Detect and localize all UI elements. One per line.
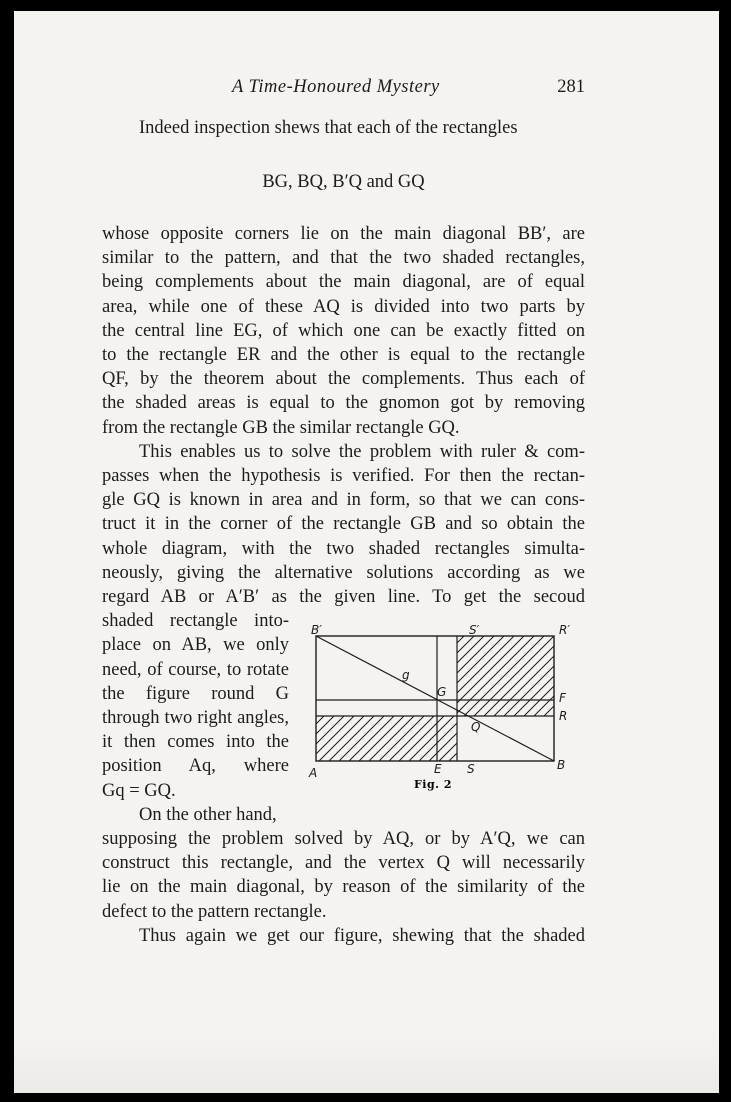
label-S: S — [467, 762, 475, 776]
label-S-prime: S′ — [469, 623, 480, 637]
text-line: Gq = GQ. — [102, 781, 176, 801]
label-G: G — [437, 685, 447, 699]
label-E: E — [434, 762, 442, 776]
label-Q: Q — [471, 720, 481, 734]
text-line: lie on the main diagonal, by reason of the similarity of the — [102, 877, 585, 897]
text-line: regard AB or A′B′ as the given line. To get the secoud — [102, 587, 585, 607]
label-g: g — [402, 668, 410, 682]
text-line: the shaded areas is equal to the gnomon got by removing — [102, 393, 585, 413]
shaded-rectangle-upper — [457, 636, 554, 716]
text-line: shaded rectangle into- — [102, 611, 289, 631]
label-R-prime: R′ — [559, 623, 571, 637]
label-A: A — [309, 766, 318, 780]
text-line: Indeed inspection shews that each of the rectangles — [139, 118, 518, 138]
book-page — [14, 11, 719, 1093]
text-line: Thus again we get our figure, shewing that the shaded — [139, 926, 585, 946]
text-line: from the rectangle GB the similar rectangle GQ. — [102, 418, 460, 438]
page-number: 281 — [557, 77, 585, 97]
text-line: the central line EG, of which one can be exactly fitted on — [102, 321, 585, 341]
text-line: construct this rectangle, and the vertex Q will necessarily — [102, 853, 585, 873]
shaded-rectangle-lower — [316, 716, 457, 761]
running-title: A Time-Honoured Mystery — [232, 77, 440, 97]
label-F: F — [559, 691, 566, 705]
text-line: gle GQ is known in area and in form, so that we can cons- — [102, 490, 585, 510]
label-R: R — [559, 709, 568, 723]
page-shadow — [14, 1031, 719, 1093]
text-line: need, of course, to rotate — [102, 660, 289, 680]
figure-caption: Fig. 2 — [414, 778, 452, 791]
text-line: neously, giving the alternative solutions according as we — [102, 563, 585, 583]
text-line: QF, by the theorem about the complements. Thus each of — [102, 369, 585, 389]
text-line: On the other hand, — [139, 805, 277, 825]
page-header — [102, 75, 585, 101]
text-line: the figure round G — [102, 684, 289, 704]
text-line: whole diagram, with the two shaded rectangles simulta- — [102, 539, 585, 559]
text-line: passes when the hypothesis is verified. For then the rectan- — [102, 466, 585, 486]
text-line: position Aq, where — [102, 756, 289, 776]
label-B-prime: B′ — [311, 623, 322, 637]
text-line: through two right angles, — [102, 708, 289, 728]
geometry-figure — [299, 621, 579, 801]
text-line: This enables us to solve the problem with ruler & com- — [139, 442, 585, 462]
text-line: whose opposite corners lie on the main diagonal BB′, are — [102, 224, 585, 244]
text-line: supposing the problem solved by AQ, or by A′Q, we can — [102, 829, 585, 849]
text-line-formula: BG, BQ, B′Q and GQ — [262, 172, 425, 192]
text-line: truct it in the corner of the rectangle GB and so obtain the — [102, 514, 585, 534]
text-line: being complements about the main diagonal, are of equal — [102, 272, 585, 292]
text-line: similar to the pattern, and that the two shaded rectangles, — [102, 248, 585, 268]
text-line: defect to the pattern rectangle. — [102, 902, 327, 922]
text-line: place on AB, we only — [102, 635, 289, 655]
label-B: B — [557, 758, 566, 772]
text-line: it then comes into the — [102, 732, 289, 752]
text-line: to the rectangle ER and the other is equal to the rectangle — [102, 345, 585, 365]
text-line: area, while one of these AQ is divided into two parts by — [102, 297, 585, 317]
